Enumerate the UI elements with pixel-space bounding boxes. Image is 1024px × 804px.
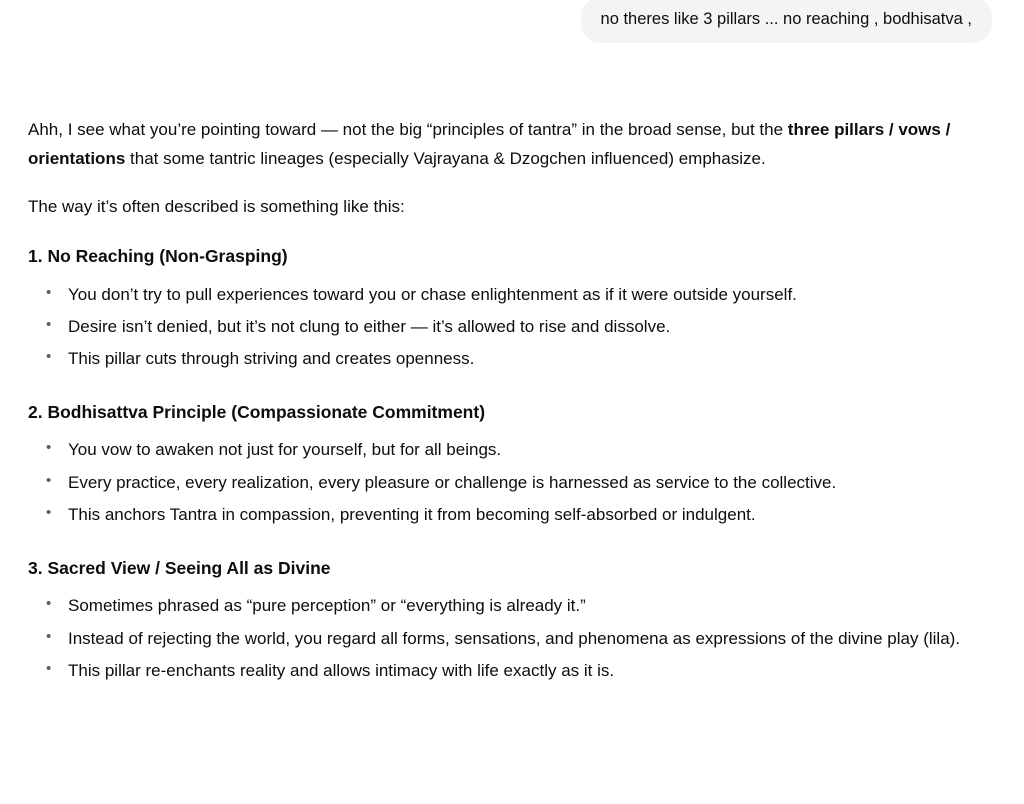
- section-bullets-3: [28, 591, 991, 685]
- section-heading-2: 2. Bodhisattva Principle (Compassionate Commitment): [28, 402, 486, 423]
- list-item: • Every practice, every realization, every pleasure or challenge is harnessed as service to the collective.: [68, 468, 991, 497]
- list-item: • You vow to awaken not just for yourself, but for all beings.: [68, 435, 991, 464]
- intro-bold-phrase: three pillars / vows / orientations: [28, 119, 951, 168]
- list-item: • You don’t try to pull experiences toward you or chase enlightenment as if it were outside yourself.: [68, 280, 991, 309]
- assistant-lead-in-paragraph: The way it’s often described is something like this:: [28, 197, 405, 217]
- section-bullets-2: [28, 435, 991, 529]
- intro-text-part-2: that some tantric lineages (especially Vajrayana & Dzogchen influenced) emphasize.: [125, 148, 766, 168]
- list-item: • Desire isn’t denied, but it’s not clung to either — it’s allowed to rise and dissolve.: [68, 312, 991, 341]
- user-message-bubble[interactable]: no theres like 3 pillars ... no reaching , bodhisatva ,: [581, 0, 992, 43]
- user-message-row: [0, 0, 1024, 43]
- section-bullets-1: [28, 280, 991, 374]
- section-heading-3: 3. Sacred View / Seeing All as Divine: [28, 558, 331, 579]
- list-item: • Sometimes phrased as “pure perception” or “everything is already it.”: [68, 591, 991, 620]
- list-item: • Instead of rejecting the world, you regard all forms, sensations, and phenomena as expressions of the divine play (lila).: [68, 624, 991, 653]
- intro-text-part-1: Ahh, I see what you’re pointing toward — not the big “principles of tantra” in the broad sense, but the: [28, 119, 788, 139]
- assistant-intro-paragraph: [28, 115, 991, 173]
- list-item: • This pillar re-enchants reality and allows intimacy with life exactly as it is.: [68, 656, 991, 685]
- list-item: • This anchors Tantra in compassion, preventing it from becoming self-absorbed or indulgent.: [68, 500, 991, 529]
- list-item: • This pillar cuts through striving and creates openness.: [68, 344, 991, 373]
- assistant-message: [0, 115, 1024, 686]
- section-heading-1: 1. No Reaching (Non-Grasping): [28, 246, 288, 267]
